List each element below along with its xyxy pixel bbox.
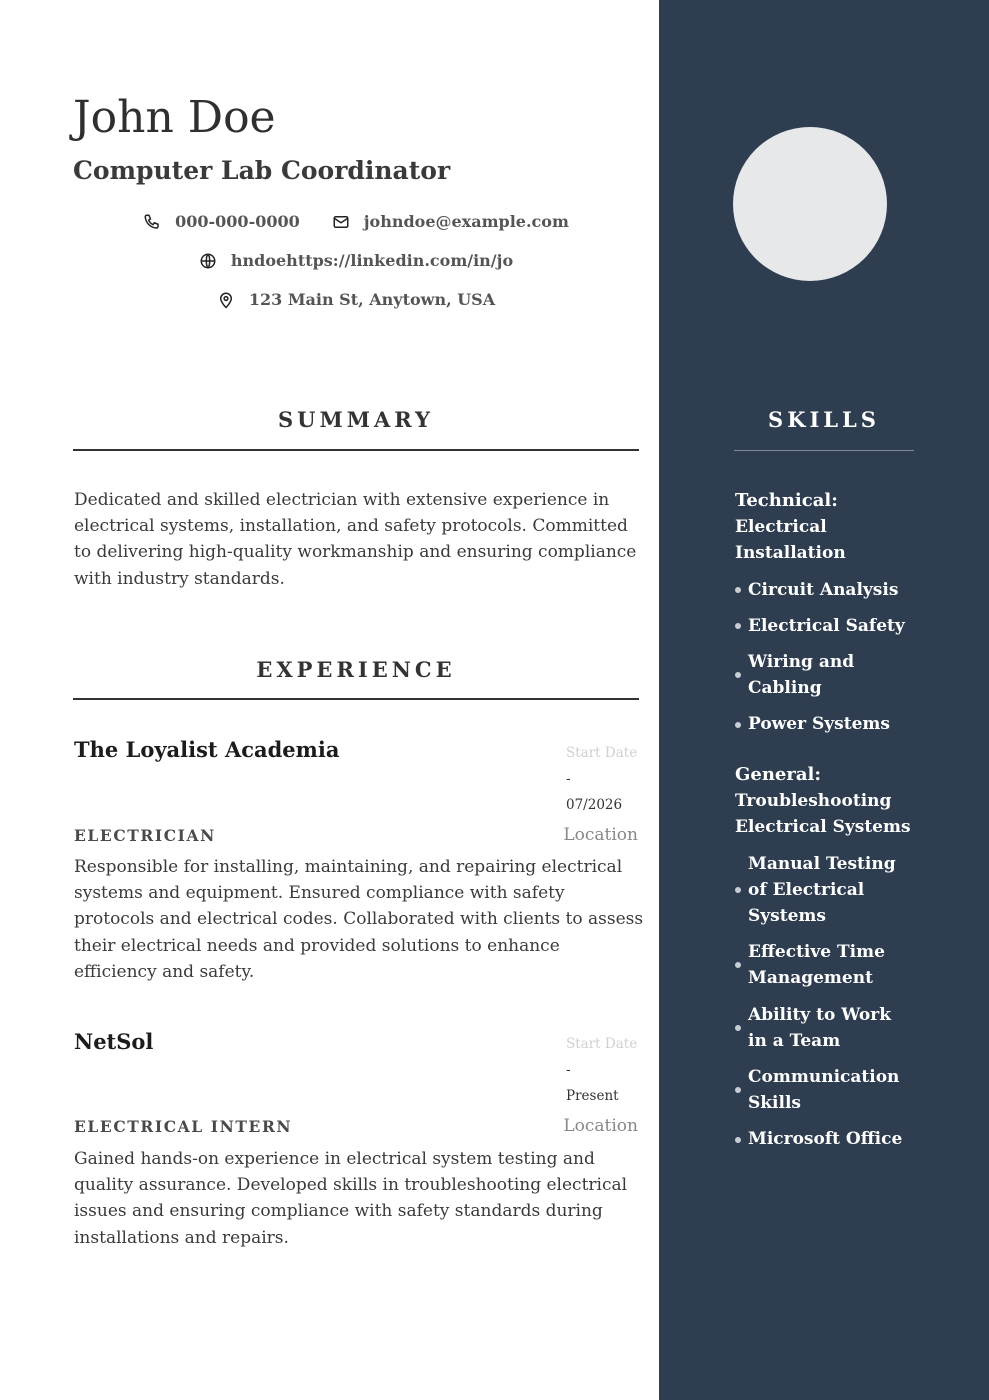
skill-item: Manual Testing of Electrical Systems bbox=[735, 851, 915, 930]
mail-icon bbox=[332, 213, 350, 231]
job-company: The Loyalist Academia bbox=[74, 737, 340, 762]
skill-list bbox=[735, 577, 915, 738]
skill-group-general bbox=[735, 762, 915, 1163]
website-link[interactable]: hndoehttps://linkedin.com/in/jo bbox=[230, 251, 514, 270]
job-title: Computer Lab Coordinator bbox=[73, 156, 451, 185]
location-pin-icon bbox=[217, 291, 235, 309]
job-company: NetSol bbox=[74, 1029, 154, 1054]
job-role: ELECTRICAL INTERN bbox=[74, 1117, 293, 1136]
phone-number: 000-000-0000 bbox=[175, 212, 300, 231]
job-start-date: Start Date bbox=[566, 745, 638, 761]
skill-item: Ability to Work in a Team bbox=[735, 1002, 915, 1054]
skill-group-label: Technical: bbox=[735, 490, 838, 511]
contact-phone bbox=[143, 212, 300, 231]
contact-row-address bbox=[73, 290, 639, 309]
bullet-icon bbox=[735, 587, 741, 593]
profile-photo-placeholder bbox=[733, 127, 887, 281]
job-date-separator: - bbox=[566, 1062, 571, 1078]
bullet-icon bbox=[735, 623, 741, 629]
summary-text: Dedicated and skilled electrician with extensive experience in electrical systems, installation, and safety protocols. Committed to delivering high-quality workmanship and ensuring compliance with industry standards. bbox=[74, 490, 637, 589]
bullet-icon bbox=[735, 887, 741, 893]
skill-item: Microsoft Office bbox=[735, 1126, 915, 1152]
skill-group-headline: Troubleshooting Electrical Systems bbox=[735, 791, 911, 838]
job-location: Location bbox=[563, 1116, 638, 1136]
skill-item: Circuit Analysis bbox=[735, 577, 915, 603]
job-end-date: Present bbox=[566, 1088, 619, 1104]
bullet-icon bbox=[735, 962, 741, 968]
bullet-icon bbox=[735, 1137, 741, 1143]
contact-website bbox=[199, 251, 513, 270]
job-start-date: Start Date bbox=[566, 1036, 638, 1052]
skill-item: Communication Skills bbox=[735, 1064, 915, 1116]
skill-item: Effective Time Management bbox=[735, 939, 915, 991]
bullet-icon bbox=[735, 1087, 741, 1093]
experience-heading: EXPERIENCE bbox=[256, 657, 456, 682]
phone-icon bbox=[143, 213, 161, 231]
bullet-icon bbox=[735, 722, 741, 728]
email-address[interactable]: johndoe@example.com bbox=[363, 212, 569, 231]
contact-row-primary bbox=[73, 212, 639, 231]
candidate-name: John Doe bbox=[73, 92, 276, 143]
contact-row-website bbox=[73, 251, 639, 270]
job-location: Location bbox=[563, 825, 638, 845]
summary-divider bbox=[73, 449, 639, 451]
skills-heading: SKILLS bbox=[768, 407, 880, 432]
skill-list bbox=[735, 851, 915, 1153]
skill-item: Electrical Safety bbox=[735, 613, 915, 639]
job-description: Gained hands-on experience in electrical system testing and quality assurance. Developed skills in troubleshooting electrical issues and ensuring compliance with safety standards during installations and repairs. bbox=[74, 1149, 628, 1248]
experience-divider bbox=[73, 698, 639, 700]
contact-address bbox=[217, 290, 495, 309]
contact-email bbox=[332, 212, 569, 231]
job-end-date: 07/2026 bbox=[566, 797, 623, 813]
globe-icon bbox=[199, 252, 217, 270]
bullet-icon bbox=[735, 672, 741, 678]
skills-divider bbox=[734, 450, 914, 451]
job-description: Responsible for installing, maintaining, and repairing electrical systems and equipment. Ensured compliance with safety protocols and electrical codes. Collaborated with clients to assess their electrical needs and provided solutions to enhance efficiency and safety. bbox=[74, 857, 644, 982]
bullet-icon bbox=[735, 1025, 741, 1031]
skill-group-technical bbox=[735, 488, 915, 748]
skill-item: Wiring and Cabling bbox=[735, 649, 915, 701]
skill-item: Power Systems bbox=[735, 711, 915, 737]
skill-group-headline: Electrical Installation bbox=[735, 517, 846, 564]
job-date-separator: - bbox=[566, 771, 571, 787]
address-text: 123 Main St, Anytown, USA bbox=[248, 290, 496, 309]
sidebar bbox=[659, 0, 989, 1400]
summary-heading: SUMMARY bbox=[277, 407, 435, 432]
skill-group-label: General: bbox=[735, 764, 821, 785]
job-role: ELECTRICIAN bbox=[74, 826, 216, 845]
